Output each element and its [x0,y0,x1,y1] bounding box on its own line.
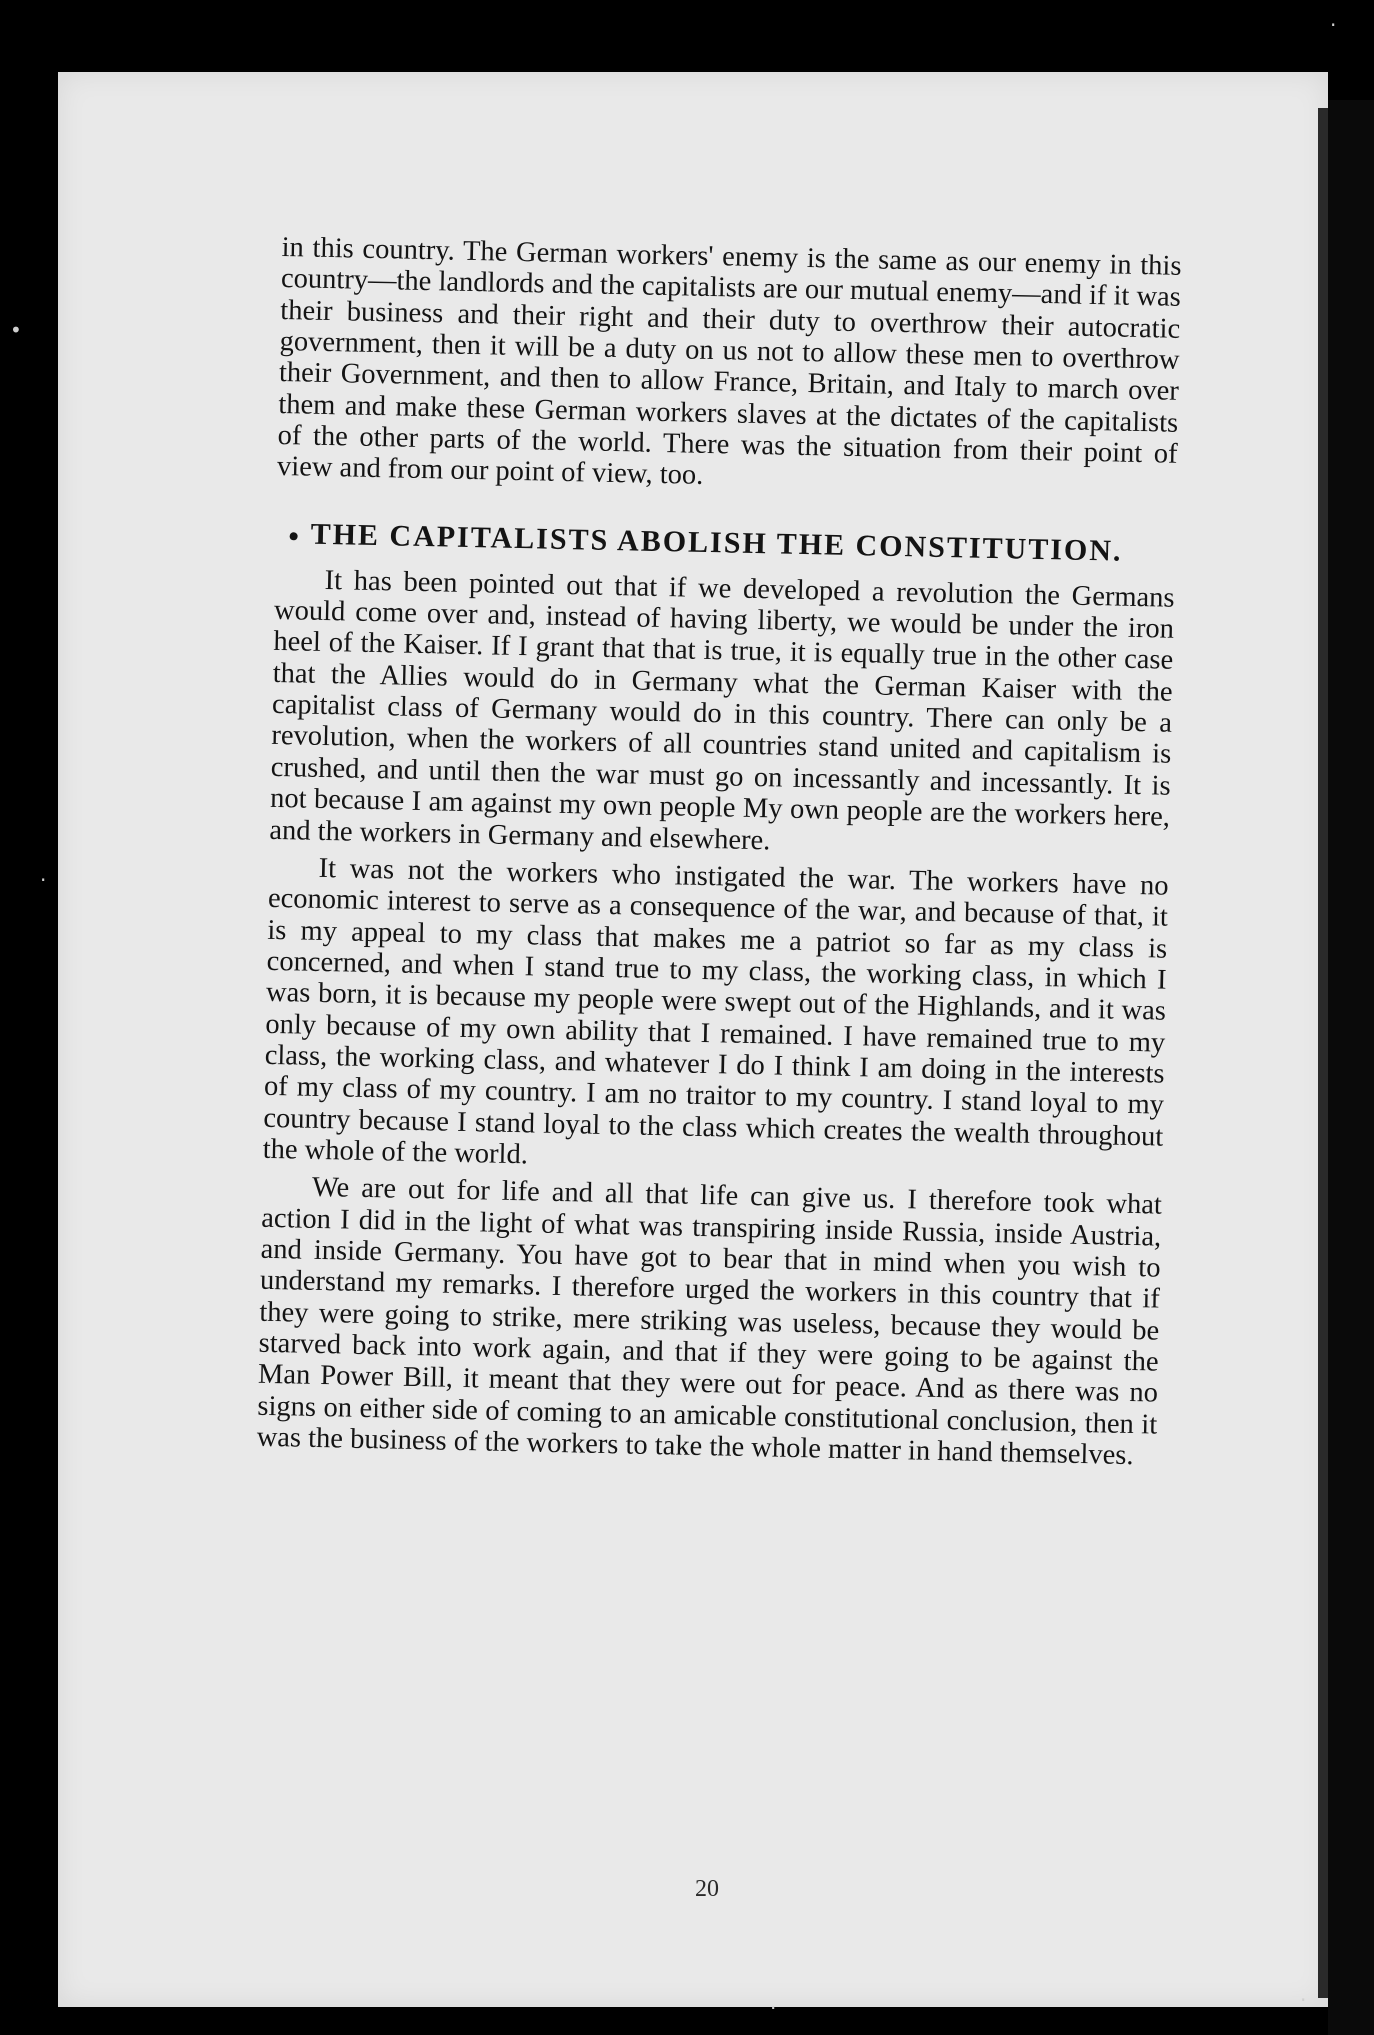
bullet-mark [290,532,298,540]
scan-speck: · [40,868,47,892]
adjacent-page-edge [1328,100,1374,2035]
section-heading-text: THE CAPITALISTS ABOLISH THE CONSTITUTION. [310,517,1123,568]
page-binding-shadow [1318,108,1328,1998]
body-text [248,232,1182,1890]
paragraph: It was not the workers who instigated the war. The workers have no economic interest to serve as a consequence of the war, and because of that, it is my appeal to my class that makes me a patriot so far as my class is concerned, and when I stand true to my class, the working class, in which I was born, it is because my people were swept out of the Highlands, and it was only because of my own ability that I remained. I have remained true to my class, the working class, and whatever I do I think I am doing in the interests of my class of my country. I am no traitor to my country. I stand loyal to my country because I stand loyal to the class which creates the wealth throughout the whole of the world. [262,852,1169,1171]
scan-speck: · [1300,1988,1307,2012]
scan-speck: • [10,318,22,342]
scan-speck: · [770,1996,777,2020]
paragraph: We are out for life and all that life can give us. I therefore took what action I did in the light of what was transpiring inside Russia, inside Austria, and inside Germany. You have got to bear that in mind when you wish to understand my remarks. I therefore urged the workers in this country that if they were going to strike, mere striking was useless, because they would be starved back into work again, and that if they were going to be against the Man Power Bill, it meant that they were out for peace. And as there was no signs on either side of coming to an amicable constitutional conclusion, then it was the business of the workers to take the whole matter in hand themselves. [256,1172,1163,1472]
paragraph: in this country. The German workers' enemy is the same as our enemy in this country—the landlords and the capitalists are our mutual enemy—and if it was their business and their right and their duty to overthrow their autocratic government, then it will be a duty on us not to allow these men to overthrow their Government, and then to allow France, Britain, and Italy to march over them and make these German workers slaves at the dictates of the capitalists of the other parts of the world. There was the situation from their point of view and from our point of view, too. [276,232,1182,492]
page-number: 20 [695,1876,719,1902]
scan-speck: · [1330,13,1337,37]
section-heading [275,517,1175,569]
paragraph: It has been pointed out that if we developed a revolution the Germans would come over and, instead of having liberty, we would be under the iron heel of the Kaiser. If I grant that that is true, it is equally true in the other case that the Allies would do in Germany what the German Kaiser with the capitalist class of Germany would do in this country. There can only be a revolution, when the workers of all countries stand united and capitalism is crushed, and until then the war must go on incessantly and incessantly. It is not because I am against my own people My own people are the workers here, and the workers in Germany and elsewhere. [269,564,1175,856]
